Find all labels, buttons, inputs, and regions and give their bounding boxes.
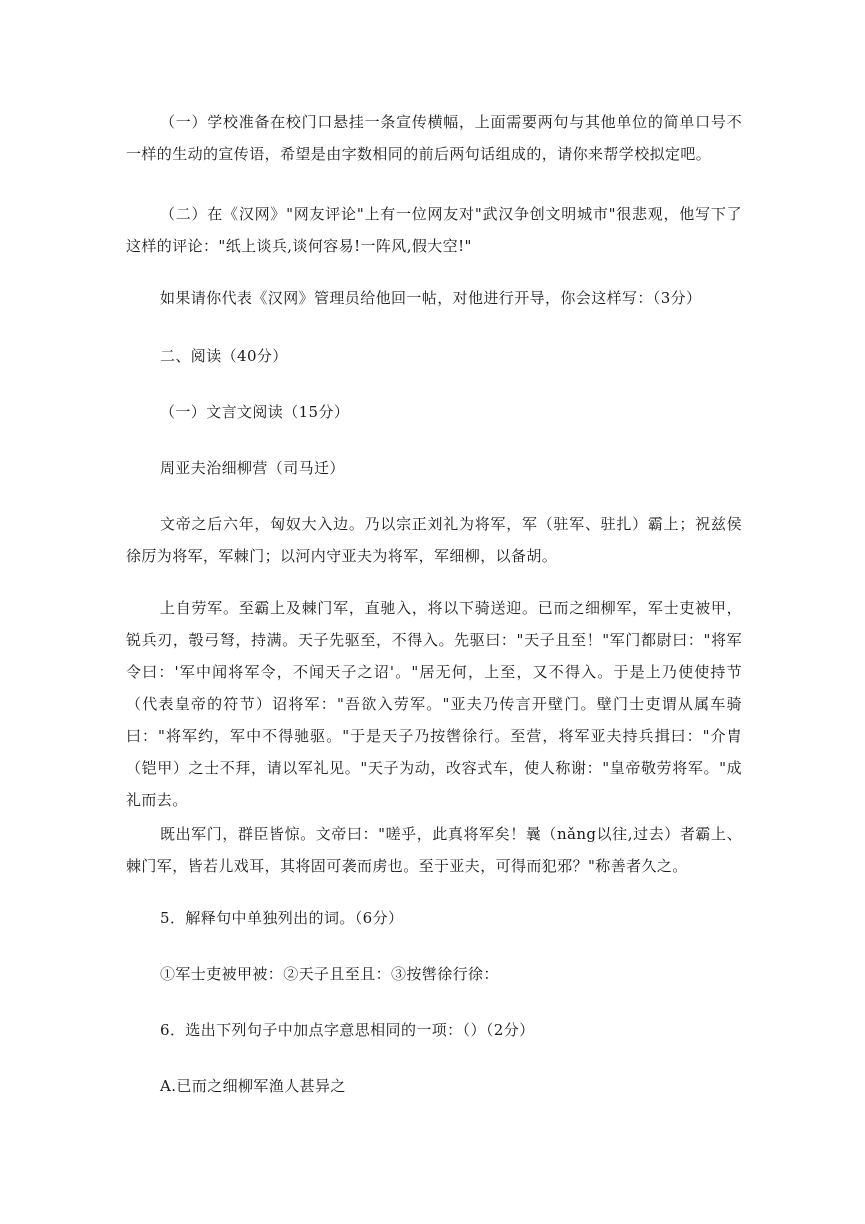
paragraph-forum-comment: （二）在《汉网》"网友评论"上有一位网友对"武汉争创文明城市"很悲观，他写下了这样的评论："纸上谈兵,谈何容易!一阵风,假大空!": [126, 205, 742, 255]
paragraph-slogan-task: （一）学校准备在校门口悬挂一条宣传横幅，上面需要两句与其他单位的简单口号不一样的生动的宣传语，希望是由字数相同的前后两句话组成的，请你来帮学校拟定吧。: [126, 113, 742, 163]
passage-paragraph-3: 既出军门，群臣皆惊。文帝曰："嗟乎，此真将军矣！曩（nǎng以往,过去）者霸上、棘门军，皆若儿戏耳，其将固可袭而虏也。至于亚夫，可得而犯邪？"称善者久之。: [126, 825, 742, 875]
question-5-items: ①军士吏被甲被：②天子且至且：③按辔徐行徐：: [160, 965, 499, 983]
question-6: 6．选出下列句子中加点字意思相同的一项：（）（2分）: [160, 1021, 535, 1039]
paragraph-reply-task: 如果请你代表《汉网》管理员给他回一帖，对他进行开导，你会这样写：（3分）: [160, 289, 702, 307]
section-heading-reading: 二、阅读（40分）: [160, 347, 288, 365]
subsection-heading-classical: （一）文言文阅读（15分）: [160, 403, 350, 421]
passage-title: 周亚夫治细柳营（司马迁）: [160, 459, 345, 477]
question-5: 5．解释句中单独列出的词。（6分）: [160, 909, 404, 927]
passage-paragraph-1: 文帝之后六年，匈奴大入边。乃以宗正刘礼为将军，军（驻军、驻扎）霸上；祝兹侯徐厉为将军，军棘门；以河内守亚夫为将军，军细柳，以备胡。: [126, 515, 742, 565]
passage-paragraph-2: 上自劳军。至霸上及棘门军，直驰入，将以下骑送迎。已而之细柳军，军士吏被甲，锐兵刃，彀弓弩，持满。天子先驱至，不得入。先驱曰："天子且至！"军门都尉曰："将军令曰：'军中闻将军令，不闻天子之诏'。"居无何，上至，又不得入。于是上乃使使持节（代表皇帝的符节）诏将军："吾欲入劳军。"亚夫乃传言开壁门。壁门士吏谓从属车骑曰："将军约，军中不得驰驱。"于是天子乃按辔徐行。至营，将军亚夫持兵揖曰："介胄（铠甲）之士不拜，请以军礼见。"天子为动，改容式车，使人称谢："皇帝敬劳将军。"成礼而去。: [126, 599, 742, 809]
question-6-option-a: A.已而之细柳军渔人甚异之: [160, 1077, 346, 1095]
